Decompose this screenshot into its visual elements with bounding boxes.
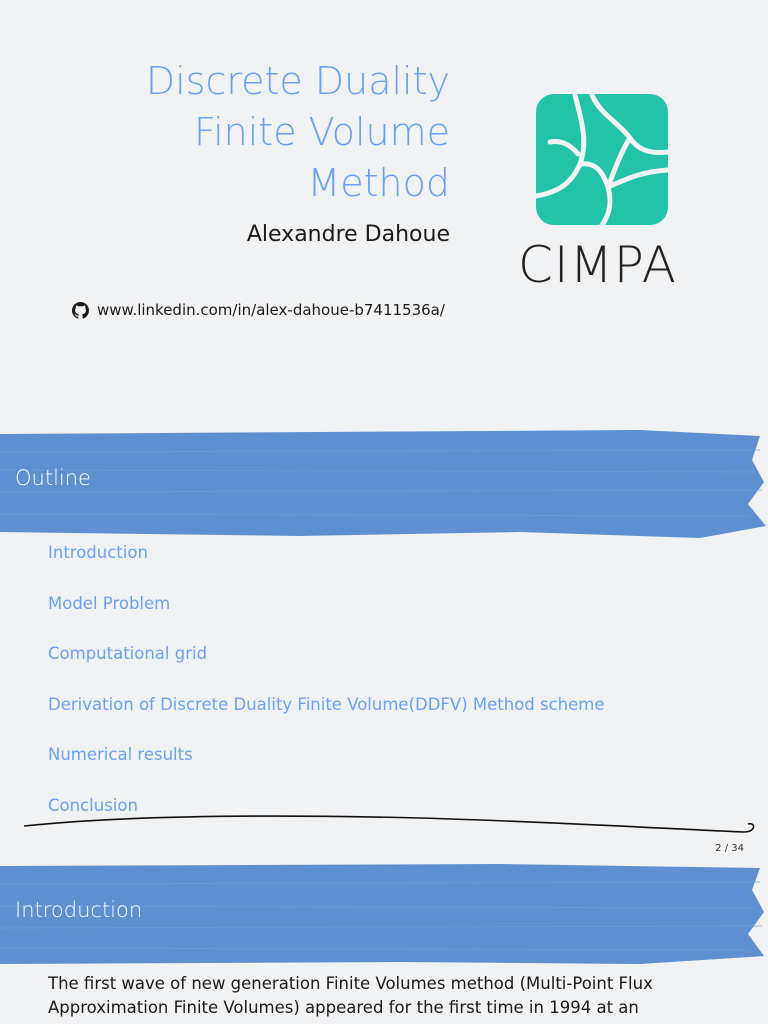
title-line-1: Discrete Duality xyxy=(145,59,450,103)
title-line-3: Method xyxy=(307,161,450,205)
outline-slide xyxy=(0,430,768,858)
outline-item-conclusion[interactable]: Conclusion xyxy=(48,795,138,815)
title-slide xyxy=(0,0,768,420)
github-icon xyxy=(72,302,89,319)
title-line-2: Finite Volume xyxy=(194,110,450,154)
author-name: Alexandre Dahoue xyxy=(246,222,450,247)
introduction-heading: Introduction xyxy=(15,898,143,922)
presentation-title xyxy=(146,56,450,209)
cimpa-logo-icon xyxy=(520,92,670,227)
slide-number: 2 / 34 xyxy=(715,843,744,854)
decorative-curve xyxy=(0,802,768,842)
outline-header-band xyxy=(0,430,768,542)
outline-item-introduction[interactable]: Introduction xyxy=(48,543,148,562)
outline-item-numerical-results[interactable]: Numerical results xyxy=(48,745,193,765)
outline-item-derivation[interactable]: Derivation of Discrete Duality Finite Volume(DDFV) Method scheme xyxy=(48,694,605,714)
outline-list xyxy=(48,540,605,844)
outline-heading: Outline xyxy=(15,466,91,490)
outline-item-computational-grid[interactable]: Computational grid xyxy=(48,644,208,664)
introduction-slide xyxy=(0,862,768,1024)
profile-link[interactable] xyxy=(72,301,445,319)
profile-link-text[interactable]: www.linkedin.com/in/alex-dahoue-b7411536a/ xyxy=(97,301,445,319)
introduction-body: The first wave of new generation Finite Volumes method (Multi-Point Flux Approximation Finite Volumes) appeared for the first time in 1994 at an xyxy=(48,974,653,1017)
cimpa-logo-text: CIMPA xyxy=(518,236,677,294)
outline-item-model-problem[interactable]: Model Problem xyxy=(48,593,171,613)
